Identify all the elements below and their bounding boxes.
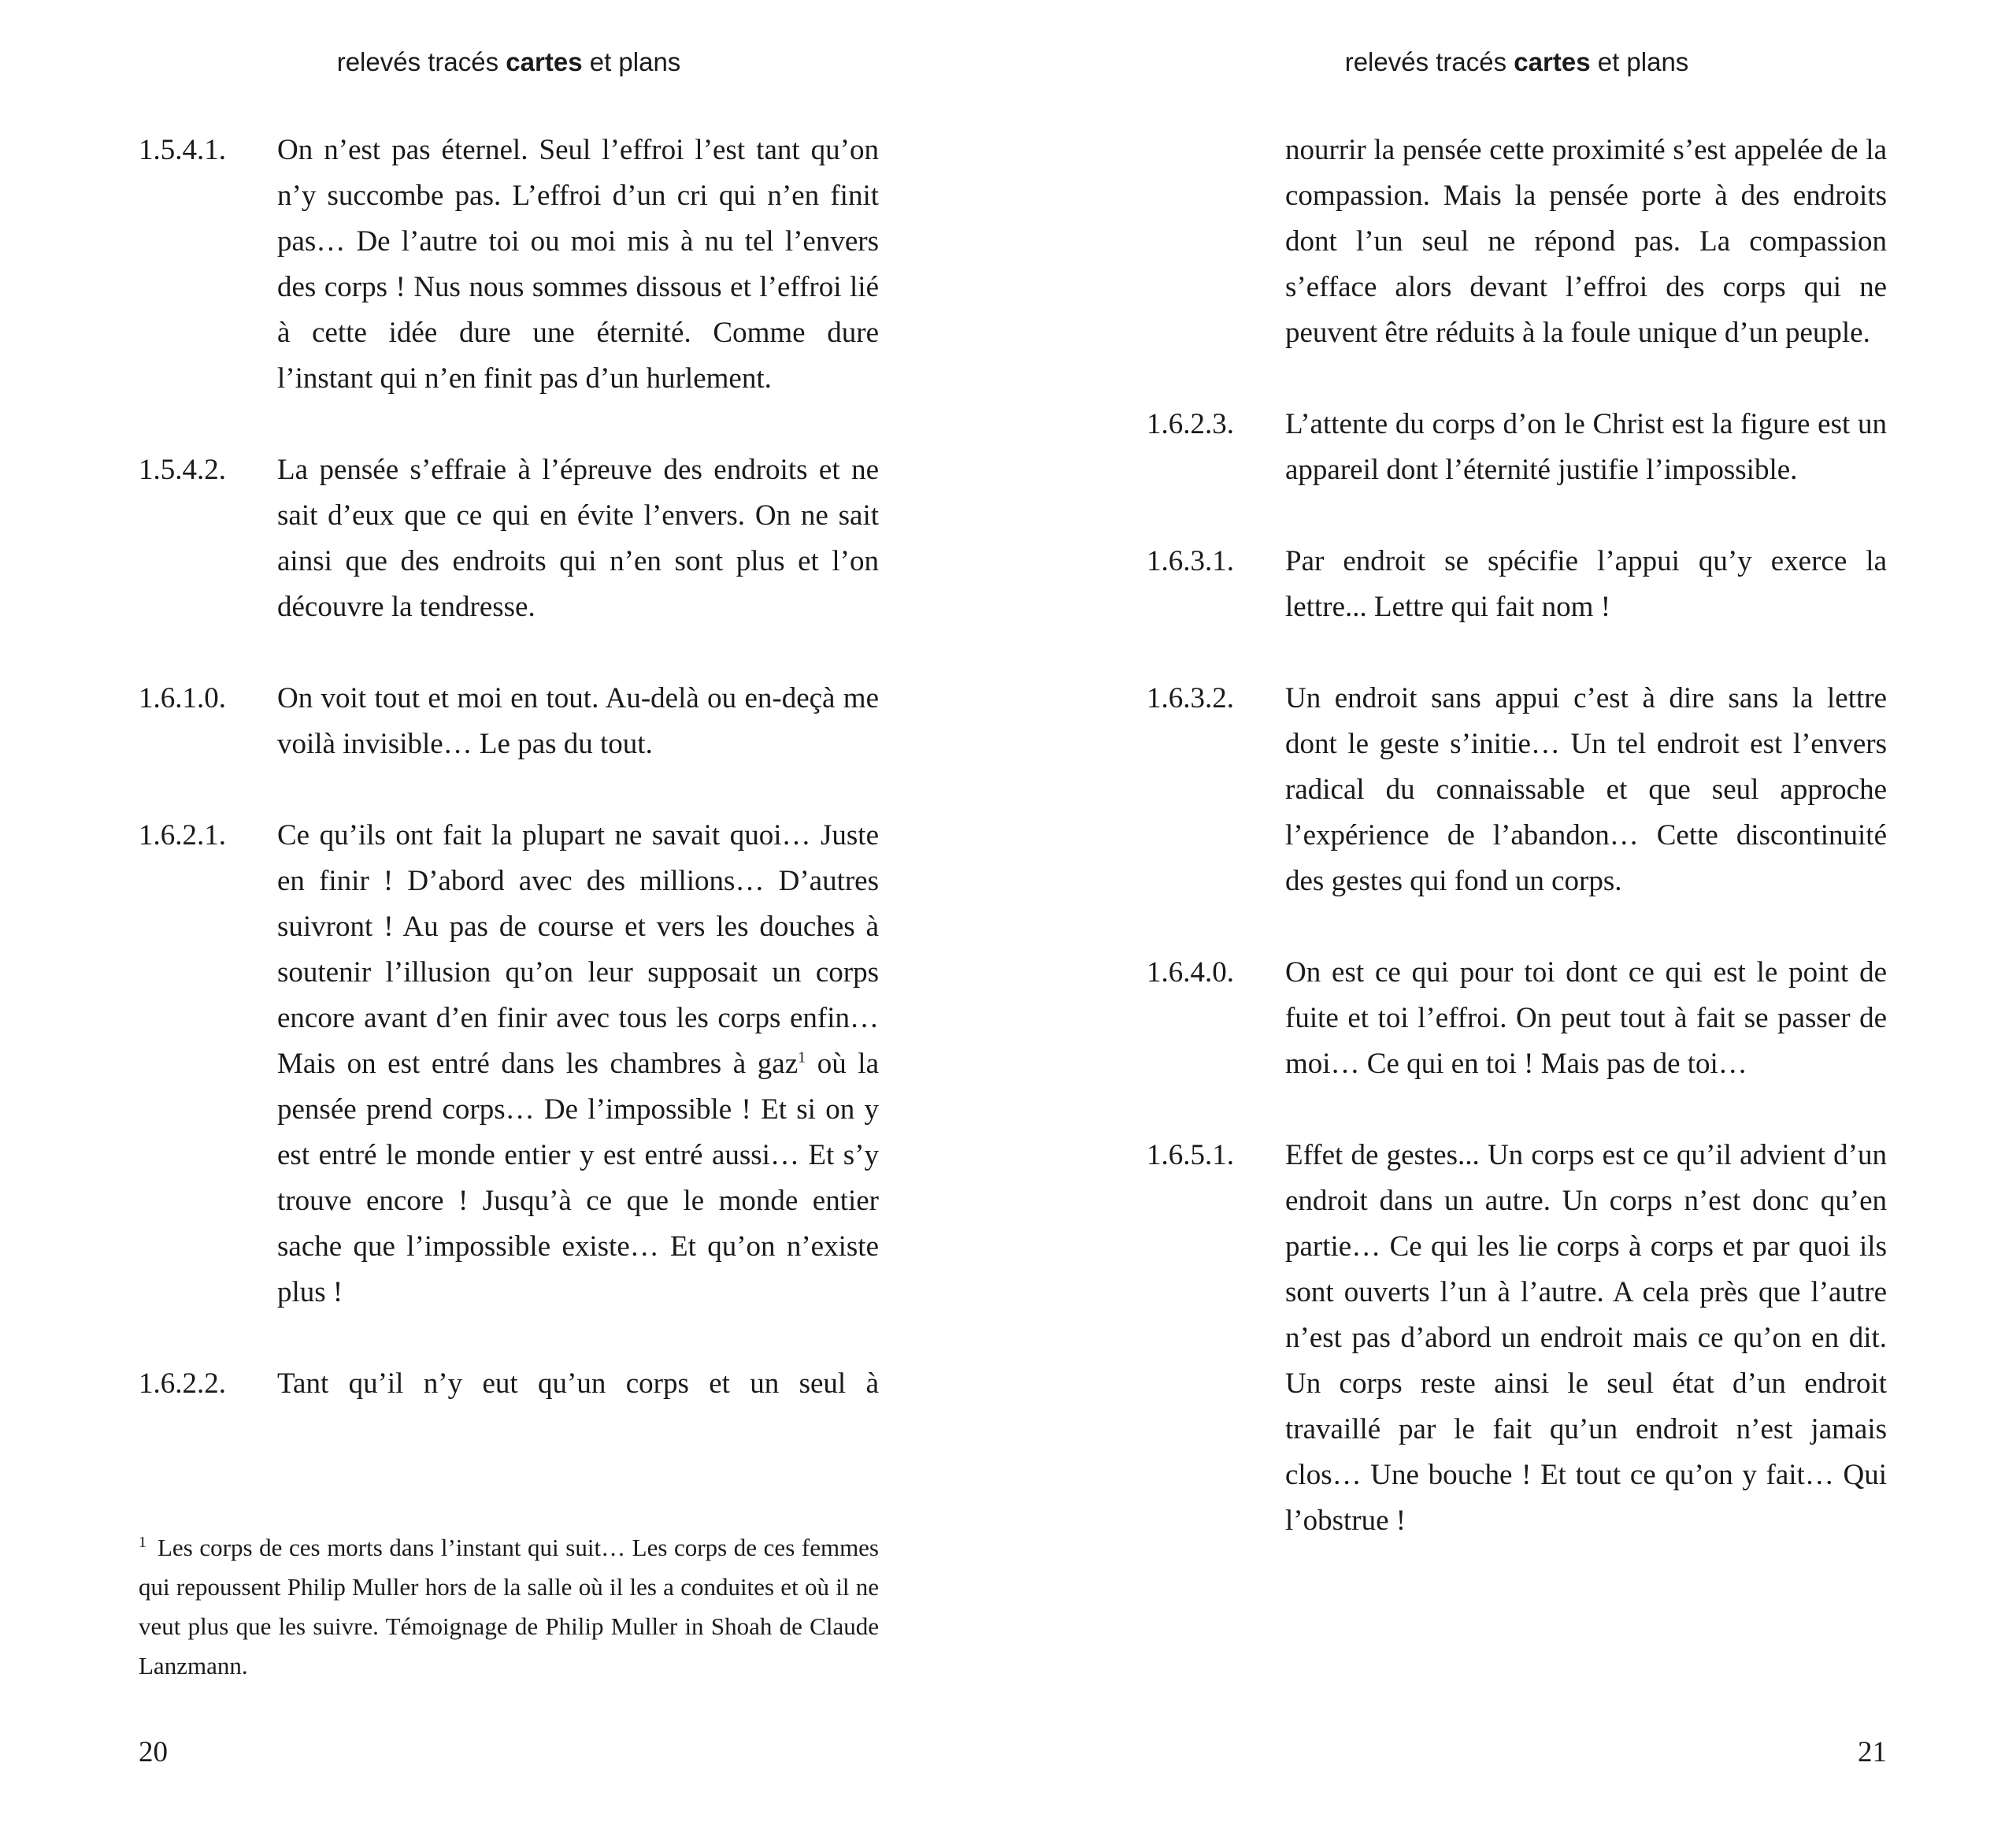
numbered-paragraph — [139, 447, 879, 630]
running-head-text: relevés tracés — [1344, 47, 1514, 76]
paragraph-text-part: où la pensée prend corps… De l’impossible ! Et si on y est entré le monde entier y est entré aussi… Et s’y trouve encore ! Jusqu’à ce que le monde entier sache que l’impossible existe… Et qu’on n’existe plus ! — [277, 1048, 879, 1308]
running-head — [139, 44, 879, 80]
running-head-bold-word: cartes — [506, 47, 583, 76]
paragraph-text-part: Ce qu’ils ont fait la plupart ne savait quoi… Juste en finir ! D’abord avec des millions… D’autres suivront ! Au pas de course et vers les douches à soutenir l’illusion qu’on leur supposait un corps encore avant d’en finir avec tous les corps enfin… Mais on est entré dans les chambres à gaz — [277, 819, 879, 1080]
numbered-paragraph — [1147, 402, 1887, 493]
paragraph-number: 1.6.5.1. — [1147, 1139, 1234, 1171]
running-head-text-end: et plans — [582, 47, 681, 76]
paragraph-text: L’attente du corps d’on le Christ est la figure est un appareil dont l’éternité justifie l’impossible. — [1285, 408, 1887, 486]
paragraph-number: 1.6.2.3. — [1147, 408, 1234, 440]
paragraph-number: 1.6.3.1. — [1147, 545, 1234, 577]
numbered-paragraph — [1147, 676, 1887, 904]
paragraph-number: 1.6.2.1. — [139, 819, 226, 852]
text-column — [1147, 128, 1887, 1590]
paragraph-number: 1.6.1.0. — [139, 682, 226, 714]
paragraph-text: On voit tout et moi en tout. Au-delà ou en-deçà me voilà invisible… Le pas du tout. — [277, 682, 879, 760]
footnote-reference[interactable]: 1 — [798, 1048, 806, 1067]
page-number: 20 — [139, 1736, 168, 1768]
paragraph-text: Effet de gestes... Un corps est ce qu’il advient d’un endroit dans un autre. Un corps n’est donc qu’en partie… Ce qui les lie corps à corps et par quoi ils sont ouverts l’un à l’autre. A cela près que l’autre n’est pas d’abord un endroit mais ce qu’on en dit. Un corps reste ainsi le seul état d’un endroit travaillé par le fait qu’un endroit n’est jamais clos… Une bouche ! Et tout ce qu’on y fait… Qui l’obstrue ! — [1285, 1139, 1887, 1537]
footnote — [139, 1528, 879, 1686]
text-column — [139, 128, 879, 1453]
paragraph-number: 1.6.4.0. — [1147, 956, 1234, 989]
paragraph-number: 1.6.3.2. — [1147, 682, 1234, 714]
paragraph-text: Un endroit sans appui c’est à dire sans la lettre dont le geste s’initie… Un tel endroit est l’envers radical du connaissable et que seul approche l’expérience de l’abandon… Cette discontinuité des gestes qui fond un corps. — [1285, 682, 1887, 897]
numbered-paragraph — [139, 128, 879, 402]
paragraph-text: nourrir la pensée cette proximité s’est appelée de la compassion. Mais la pensée porte à des endroits dont l’un seul ne répond pas. La compassion s’efface alors devant l’effroi des corps qui ne peuvent être réduits à la foule unique d’un peuple. — [1285, 134, 1887, 349]
continued-paragraph — [1147, 128, 1887, 356]
numbered-paragraph — [139, 813, 879, 1315]
footnote-text: Les corps de ces morts dans l’instant qui suit… Les corps de ces femmes qui repoussent Philip Muller hors de la salle où il les a conduites et où il ne veut plus que les suivre. Témoignage de Philip Muller in Shoah de Claude Lanzmann. — [139, 1534, 879, 1679]
paragraph-text: On n’est pas éternel. Seul l’effroi l’est tant qu’on n’y succombe pas. L’effroi d’un cri qui n’en finit pas… De l’autre toi ou moi mis à nu tel l’envers des corps ! Nus nous sommes dissous et l’effroi lié à cette idée dure une éternité. Comme dure l’instant qui n’en finit pas d’un hurlement. — [277, 134, 879, 395]
footnote-mark: 1 — [139, 1533, 146, 1551]
running-head-bold-word: cartes — [1514, 47, 1591, 76]
numbered-paragraph — [139, 1361, 879, 1407]
numbered-paragraph — [1147, 950, 1887, 1087]
page-number: 21 — [1858, 1736, 1887, 1768]
paragraph-number: 1.5.4.1. — [139, 134, 226, 166]
numbered-paragraph — [1147, 1133, 1887, 1544]
right-page — [1008, 0, 2016, 1833]
numbered-paragraph — [139, 676, 879, 767]
paragraph-text: Tant qu’il n’y eut qu’un corps et un seul à — [277, 1367, 879, 1400]
running-head-text-end: et plans — [1590, 47, 1689, 76]
numbered-paragraph — [1147, 539, 1887, 630]
running-head — [1147, 44, 1887, 80]
running-head-text: relevés tracés — [336, 47, 506, 76]
paragraph-text: On est ce qui pour toi dont ce qui est le point de fuite et toi l’effroi. On peut tout à fait se passer de moi… Ce qui en toi ! Mais pas de toi… — [1285, 956, 1887, 1080]
paragraph-text: Par endroit se spécifie l’appui qu’y exerce la lettre... Lettre qui fait nom ! — [1285, 545, 1887, 623]
paragraph-text: La pensée s’effraie à l’épreuve des endroits et ne sait d’eux que ce qui en évite l’envers. On ne sait ainsi que des endroits qui n’en sont plus et l’on découvre la tendresse. — [277, 454, 879, 623]
paragraph-text — [277, 813, 879, 1315]
paragraph-number: 1.5.4.2. — [139, 454, 226, 486]
paragraph-number: 1.6.2.2. — [139, 1367, 226, 1400]
